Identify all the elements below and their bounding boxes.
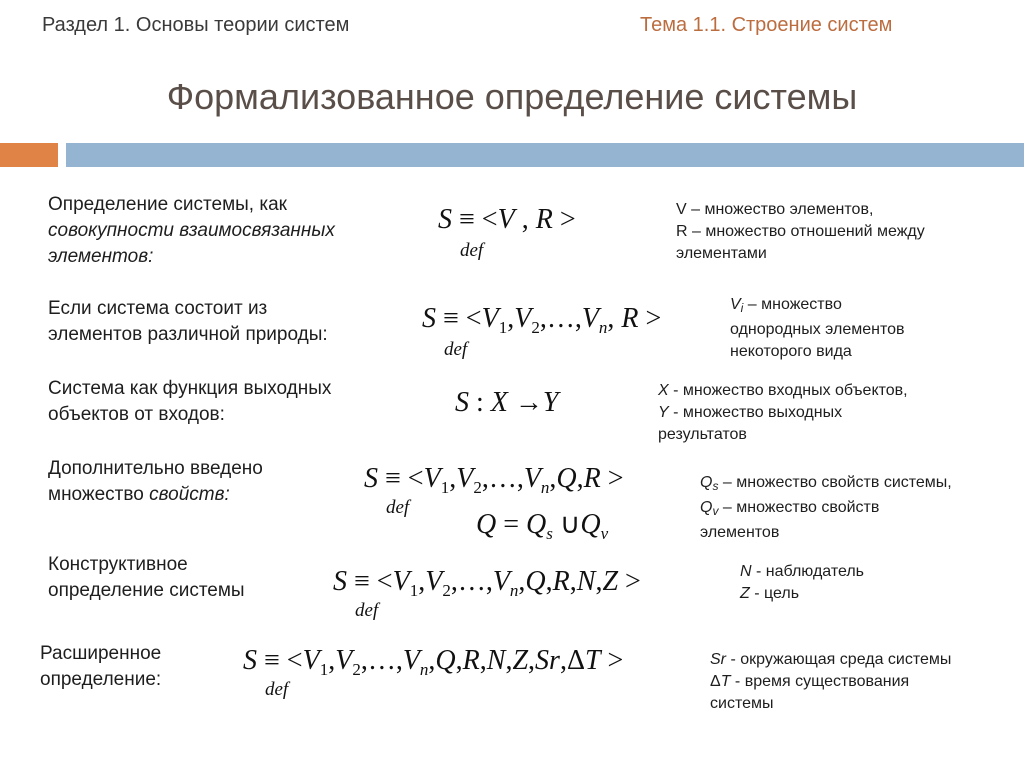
row4-line1: Дополнительно введено (48, 458, 263, 479)
row1-expl3: элементами (676, 245, 767, 262)
section-header: Раздел 1. Основы теории систем (42, 14, 350, 36)
row2-explanation (730, 294, 905, 363)
row2-expl2: однородных элементов (730, 321, 905, 338)
row2-formula: $S \equiv <V_1,V_2,\dots,V_n$, R > (422, 303, 662, 337)
row5-expl2: Z - цель (740, 585, 800, 602)
row1-expl1: V – множество элементов, (676, 201, 874, 218)
row4-expl2: Qv – множество свойств (700, 499, 880, 518)
row2-line1: Если система состоит из (48, 298, 268, 319)
row1-description (48, 192, 335, 270)
row3-description (48, 376, 331, 428)
accent-bar-orange (0, 143, 58, 167)
slide-title: Формализованное определение системы (166, 76, 858, 117)
row4-formula: $S \equiv <V_1,V_2,\dots,V_n,Q,R$ > (364, 463, 624, 497)
row4-def-label: def (386, 497, 410, 518)
row1-explanation (676, 199, 925, 265)
topic-header: Тема 1.1. Строение систем (640, 14, 893, 36)
row6-expl2: ΔT - время существования (710, 673, 910, 690)
row1-line1: Определение системы, как (48, 194, 287, 215)
row6-description (40, 641, 161, 693)
row1-formula: S ≡ <V , R > (438, 204, 576, 235)
row4-explanation (700, 472, 952, 544)
row3-expl3: результатов (658, 426, 747, 443)
row5-line1: Конструктивное (48, 554, 188, 575)
row5-explanation (740, 561, 864, 605)
row4-description (48, 456, 263, 508)
row6-expl3: системы (710, 695, 774, 712)
row4-line2: множество свойств: (48, 484, 230, 505)
row5-formula: $S \equiv <V_1,V_2,\dots,V_n,Q,R,N,Z$ > (333, 566, 641, 600)
row3-expl2: Y - множество выходных (658, 404, 843, 421)
row4-expl3: элементов (700, 524, 780, 541)
row2-line2: элементов различной природы: (48, 324, 328, 345)
row3-formula: S : X →Y (455, 387, 559, 418)
row6-line2: определение: (40, 669, 162, 690)
row5-line2: определение системы (48, 580, 245, 601)
row6-def-label: def (265, 679, 289, 700)
row6-line1: Расширенное (40, 643, 162, 664)
row3-line2: объектов от входов: (48, 404, 225, 425)
row4-formula-q: $Q = Q_s$ $\cup Q_v$ (476, 509, 609, 543)
row5-description (48, 552, 245, 604)
row3-expl1: X - множество входных объектов, (658, 382, 908, 399)
row3-line1: Система как функция выходных (48, 378, 332, 399)
row2-expl3: некоторого вида (730, 343, 852, 360)
row1-line3: элементов: (48, 246, 154, 267)
row1-def-label: def (460, 240, 484, 261)
accent-bar-blue (66, 143, 1024, 167)
row5-def-label: def (355, 600, 379, 621)
row5-expl1: N - наблюдатель (740, 563, 865, 580)
row3-explanation (658, 380, 908, 446)
row1-line2: совокупности взаимосвязанных (48, 220, 335, 241)
row2-def-label: def (444, 339, 468, 360)
row2-expl1: Vi – множество (730, 296, 842, 315)
row6-formula: $S \equiv <V_1,V_2,\dots,V_n,Q,R,N,Z,Sr,\Delta T$ > (243, 645, 624, 679)
row4-expl1: Qs – множество свойств системы, (700, 474, 952, 493)
row1-expl2: R – множество отношений между (676, 223, 925, 240)
row6-explanation (710, 649, 951, 715)
row6-expl1: Sr - окружающая среда системы (710, 651, 952, 668)
row2-description (48, 296, 328, 348)
